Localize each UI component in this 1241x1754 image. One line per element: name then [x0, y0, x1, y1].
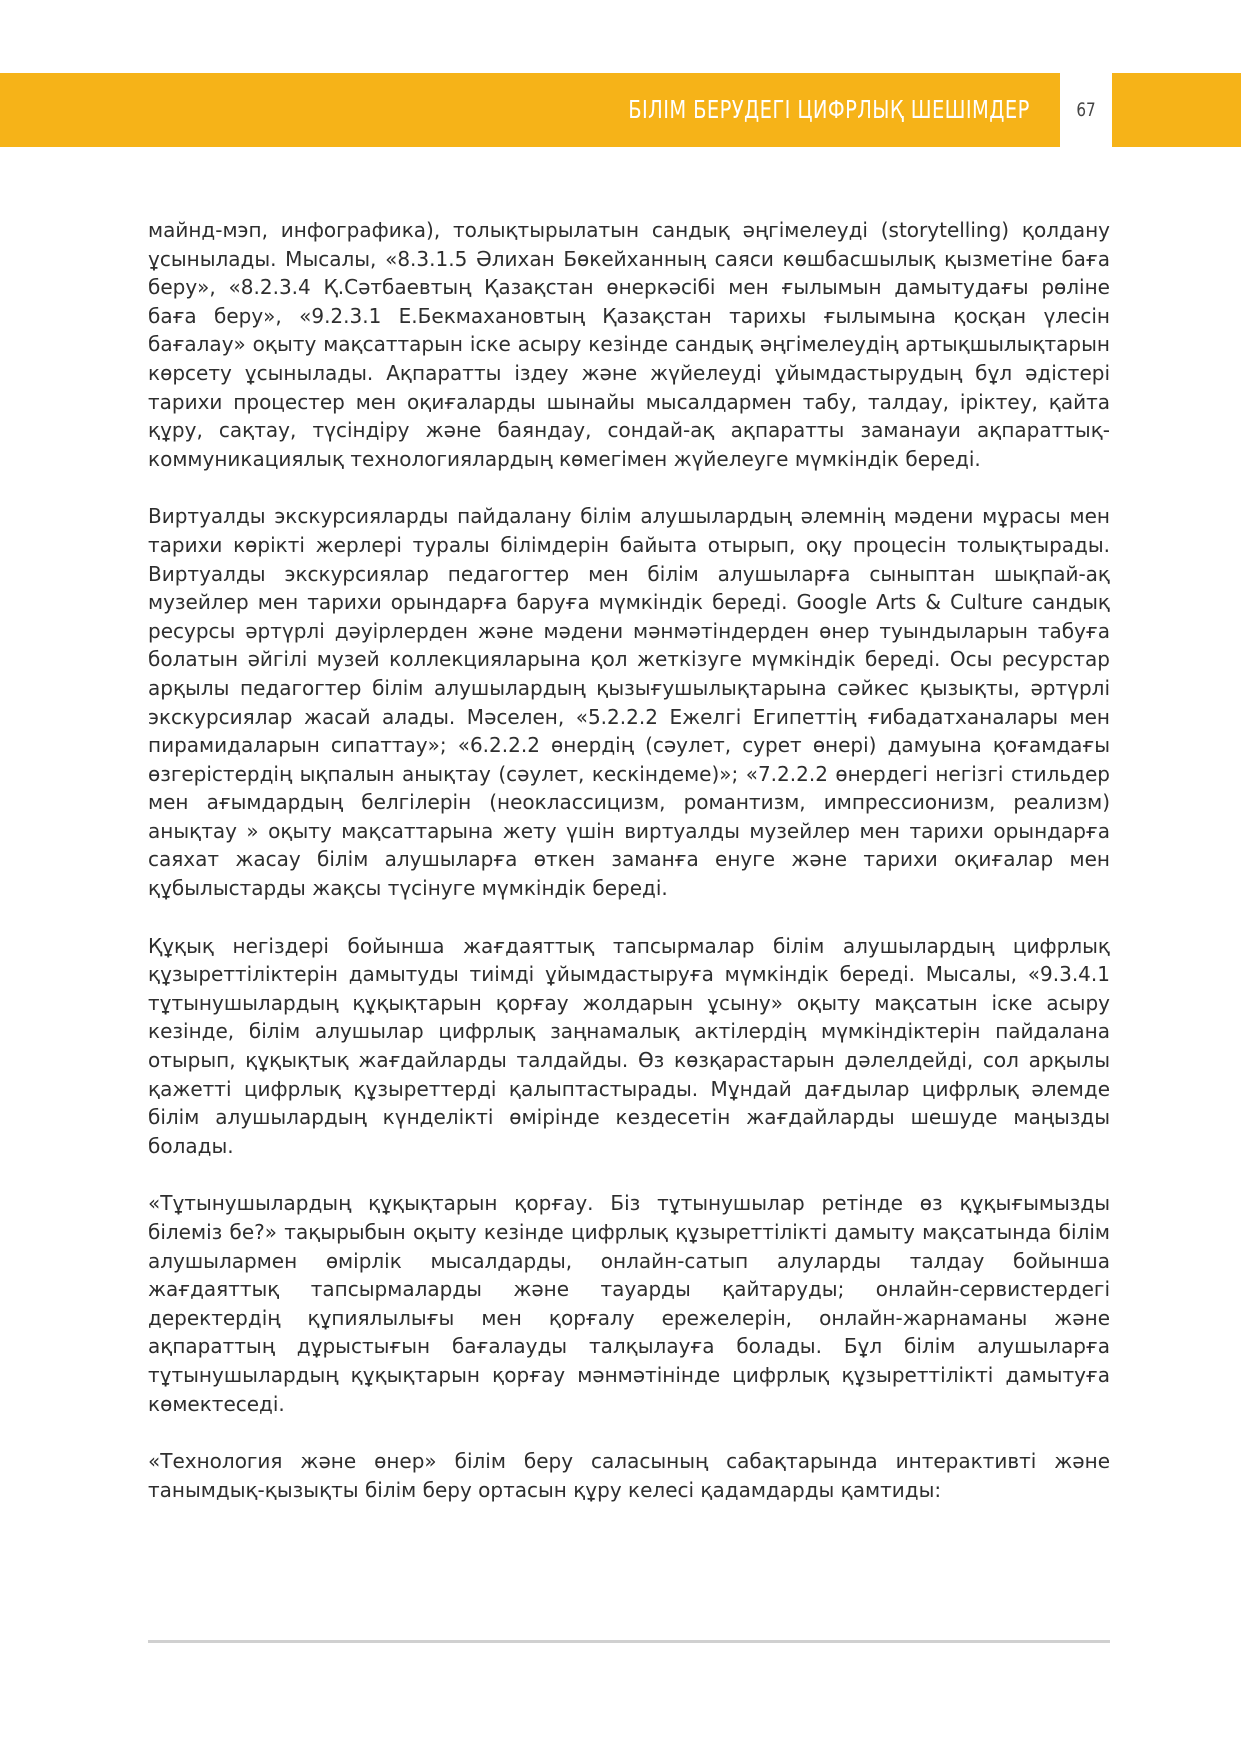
paragraph: «Тұтынушылардың құқықтарын қорғау. Біз тұтынушылар ретінде өз құқығымызды білеміз бе?» тақырыбын оқыту кезінде цифрлық құзыреттілікті дамыту мақсатында білім алушылармен өмірлік мысалдарды, онлайн-сатып алуларды талдау бойынша жағдаяттық тапсырмаларды және тауарды қайтаруды; онлайн-сервистердегі деректердің құпиялылығы мен қорғалу ережелерін, онлайн-жарнаманы және ақпараттың дұрыстығын бағалауды талқылауға болады. Бұл білім алушыларға тұтынушылардың құқықтарын қорғау мәнмәтінінде цифрлық құзыреттілікті дамытуға көмектеседі. [148, 1191, 1110, 1416]
header-tab [1112, 73, 1241, 147]
body-text [148, 216, 1110, 1533]
header-band [0, 73, 1060, 147]
paragraph: Құқық негіздері бойынша жағдаяттық тапсырмалар білім алушылардың цифрлық құзыреттіліктерін дамытуды тиімді ұйымдастыруға мүмкіндік береді. Мысалы, «9.3.4.1 тұтынушылардың құқықтарын қорғау жолдарын ұсыну» оқыту мақсатын іске асыру кезінде, білім алушылар цифрлық заңнамалық актілердің мүмкіндіктерін пайдалана отырып, құқықтық жағдайларды талдайды. Өз көзқарастарын дәлелдейді, сол арқылы қажетті цифрлық құзыреттерді қалыптастырады. Мұндай дағдылар цифрлық әлемде білім алушылардың күнделікті өмірінде кездесетін жағдайларды шешуде маңызды болады. [148, 933, 1110, 1158]
paragraph: майнд-мэп, инфографика), толықтырылатын сандық әңгімелеуді (storytelling) қолдану ұсынылады. Мысалы, «8.3.1.5 Әлихан Бөкейханның саяси көшбасшылық қызметіне баға беру», «8.2.3.4 Қ.Сәтбаевтың Қазақстан өнеркәсібі мен ғылымын дамытудағы рөліне баға беру», «9.2.3.1 Е.Бекмахановтың Қазақстан тарихы ғылымына қосқан үлесін бағалау» оқыту мақсаттарын іске асыру кезінде сандық әңгімелеудің артықшылықтарын көрсету ұсынылады. Ақпаратты іздеу және жүйелеуді ұйымдастырудың бұл әдістері тарихи процестер мен оқиғаларды шынайы мысалдармен табу, талдау, іріктеу, қайта құру, сақтау, түсіндіру және баяндау, сондай-ақ ақпаратты заманауи ақпараттық-коммуникациялық технологиялардың көмегімен жүйелеуге мүмкіндік береді. [148, 218, 1110, 471]
running-header-title: БІЛІМ БЕРУДЕГІ ЦИФРЛЫҚ ШЕШІМДЕР [628, 95, 1030, 124]
page-number: 67 [1076, 99, 1096, 121]
paragraph: «Технология және өнер» білім беру саласының сабақтарында интерактивті және танымдық-қызықты білім беру ортасын құру келесі қадамдарды қамтиды: [148, 1449, 1110, 1502]
footer-divider [148, 1640, 1110, 1643]
paragraph: Виртуалды экскурсияларды пайдалану білім алушылардың әлемнің мәдени мұрасы мен тарихи көрікті жерлері туралы білімдерін байыта отырып, оқу процесін толықтырады. Виртуалды экскурсиялар педагогтер мен білім алушыларға сыныптан шықпай-ақ музейлер мен тарихи орындарға баруға мүмкіндік береді. Google Arts & Culture сандық ресурсы әртүрлі дәуірлерден және мәдени мәнмәтіндерден өнер туындыларын табуға болатын әйгілі музей коллекцияларына қол жеткізуге мүмкіндік береді. Осы ресурстар арқылы педагогтер білім алушылардың қызығушылықтарына сәйкес қызықты, әртүрлі экскурсиялар жасай алады. Мәселен, «5.2.2.2 Ежелгі Египеттің ғибадатханалары мен пирамидаларын сипаттау»; «6.2.2.2 өнердің (сәулет, сурет өнері) дамуына қоғамдағы өзгерістердің ықпалын анықтау (сәулет, кескіндеме)»; «7.2.2.2 өнердегі негізгі стильдер мен ағымдардың белгілерін (неоклассицизм, романтизм, импрессионизм, реализм) анықтау » оқыту мақсаттарына жету үшін виртуалды музейлер мен тарихи орындарға саяхат жасау білім алушыларға өткен заманға енуге және тарихи оқиғалар мен құбылыстарды жақсы түсінуге мүмкіндік береді. [148, 504, 1110, 901]
